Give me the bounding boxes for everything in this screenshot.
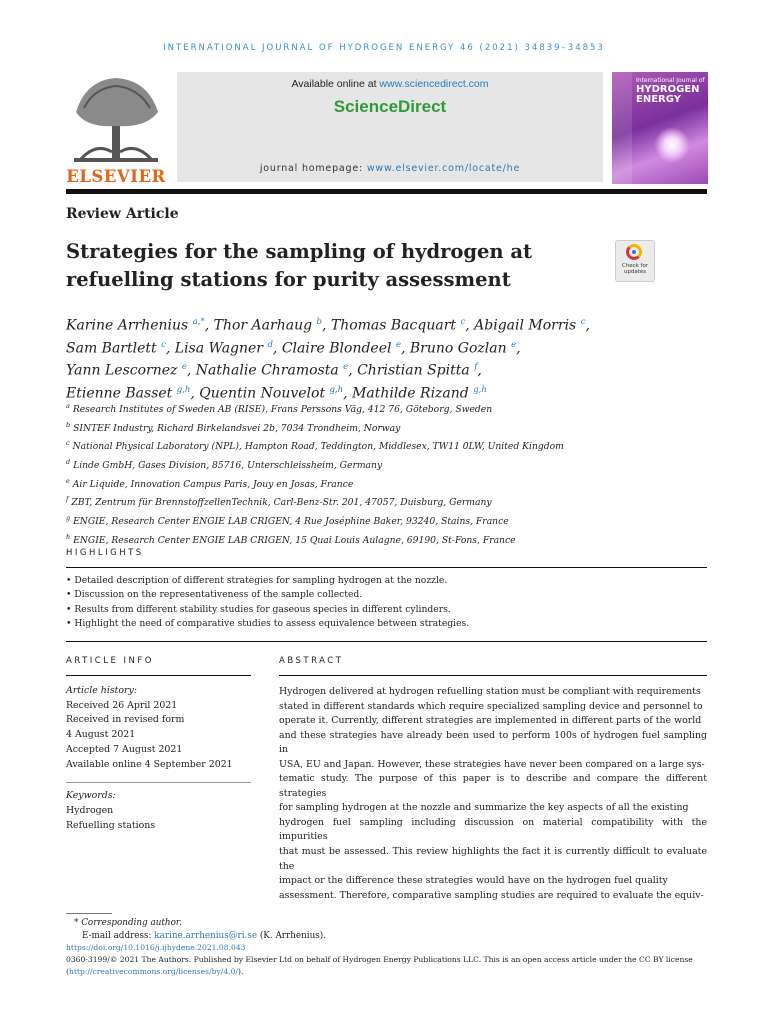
abstract-rule — [279, 675, 707, 676]
abstract-line: assessment. Therefore, comparative sampling studies are required to evaluate the equiv- — [279, 889, 704, 901]
highlights-top-rule — [66, 567, 707, 568]
license-line: (http://creativecommons.org/licenses/by/4.0/). — [66, 967, 244, 976]
abstract-line: and these strategies have already been used to perform 100s of hydrogen fuel sampling in — [279, 729, 707, 756]
affiliation-item: $^e$ Air Liquide, Innovation Campus Paris, Jouy en Josas, France — [66, 476, 354, 490]
abstract-heading: ABSTRACT — [279, 656, 344, 666]
abstract-body — [279, 685, 707, 903]
crossmark-icon — [626, 244, 642, 260]
keyword: Refuelling stations — [66, 819, 156, 831]
affiliation-item: $^g$ ENGIE, Research Center ENGIE LAB CRIGEN, 4 Rue Joséphine Baker, 93240, Stains, France — [66, 513, 509, 527]
sciencedirect-link[interactable]: www.sciencedirect.com — [379, 78, 489, 90]
article-type: Review Article — [66, 206, 179, 222]
abstract-line: stated in different standards which require specialized sampling device and personnel to — [279, 700, 703, 712]
abstract-line: hydrogen fuel sampling including discussion on material compatibility with the impurities — [279, 816, 707, 843]
abstract-line: tematic study. The purpose of this paper is to describe and compare the different strategies — [279, 773, 707, 799]
sciencedirect-brand: ScienceDirect — [333, 97, 447, 116]
homepage-link[interactable]: www.elsevier.com/locate/he — [366, 163, 521, 174]
article-info — [66, 684, 251, 833]
affiliation-item: $^d$ Linde GmbH, Gases Division, 85716, Unterschleissheim, Germany — [66, 457, 383, 472]
highlights-heading: HIGHLIGHTS — [66, 548, 144, 558]
copyright-line: 0360-3199/© 2021 The Authors. Published by Elsevier Ltd on behalf of Hydrogen Energy Publications LLC. This is an open access article under the CC BY license — [66, 955, 693, 964]
highlight-item: • Results from different stability studies for gaseous species in different cylinders. — [66, 603, 451, 615]
abstract-line: USA, EU and Japan. However, these strategies have never been compared on a large sys- — [279, 758, 705, 770]
highlights-bottom-rule — [66, 641, 707, 642]
keywords-divider — [66, 772, 251, 783]
history-entry: Received in revised form — [66, 714, 185, 726]
abstract-line: impact or the difference these strategies would have on the hydrogen fuel quality — [279, 875, 668, 887]
author-list: Karine Arrhenius $^{a,*}$, Thor Aarhaug $^b$, Thomas Bacquart $^c$, Abigail Morris $^c$, Sam Bartlett $^c$, Lisa Wagner $^d$, Claire Blondeel $^e$, Bruno Gozlan $^e$, Yann Lescornez $^e$, Nathalie Chramosta $^e$, Christian Spitta $^f$, Etienne Basset $^{g,h}$, Quentin Nouvelot $^{g,h}$, Mathilde Rizand $^{g,h}$ — [66, 317, 590, 402]
affiliations — [66, 399, 706, 548]
article-info-heading: ARTICLE INFO — [66, 656, 154, 666]
journal-citation-line: INTERNATIONAL JOURNAL OF HYDROGEN ENERGY 46 (2021) 34839–34853 — [163, 43, 605, 53]
doi-link[interactable]: https://doi.org/10.1016/j.ijhydene.2021.08.043 — [66, 943, 246, 952]
email-link[interactable]: karine.arrhenius@ri.se — [154, 930, 258, 941]
corresponding-author-note: * Corresponding author. — [74, 918, 182, 928]
article-history-label: Article history: — [66, 685, 137, 696]
abstract-line: Hydrogen delivered at hydrogen refuelling station must be compliant with requirements — [279, 686, 701, 697]
history-entry: 4 August 2021 — [66, 729, 136, 741]
available-online: Available online at www.sciencedirect.com — [291, 78, 489, 90]
highlight-item: • Detailed description of different strategies for sampling hydrogen at the nozzle. — [66, 575, 448, 586]
article-info-rule — [66, 675, 251, 676]
abstract-line: for sampling hydrogen at the nozzle and summarize the key aspects of all the existing — [279, 802, 689, 814]
highlight-item: • Highlight the need of comparative studies to assess equivalence between strategies. — [66, 618, 470, 630]
history-entry: Received 26 April 2021 — [66, 699, 178, 711]
license-link[interactable]: http://creativecommons.org/licenses/by/4.0/ — [68, 967, 238, 976]
elsevier-wordmark: ELSEVIER — [66, 167, 166, 186]
header-rule — [66, 189, 707, 194]
keyword: Hydrogen — [66, 804, 114, 816]
affiliation-item: $^b$ SINTEF Industry, Richard Birkelandsvei 2b, 7034 Trondheim, Norway — [66, 420, 401, 434]
history-entry: Accepted 7 August 2021 — [66, 743, 183, 755]
keywords-label: Keywords: — [66, 790, 116, 802]
highlights-list — [66, 574, 706, 632]
article-title: Strategies for the sampling of hydrogen at refuelling stations for purity assessment — [66, 240, 533, 291]
affiliation-item: $^f$ ZBT, Zentrum für BrennstoffzellenTechnik, Carl-Benz-Str. 201, 47057, Duisburg, Germany — [66, 495, 492, 509]
email-line: E-mail address: karine.arrhenius@ri.se (K. Arrhenius). — [82, 930, 326, 941]
highlight-item: • Discussion on the representativeness of the sample collected. — [66, 589, 363, 601]
check-for-updates-badge[interactable]: Check for updates — [615, 240, 655, 282]
affiliation-item: $^c$ National Physical Laboratory (NPL), Hampton Road, Teddington, Middlesex, TW11 0LW, United Kingdom — [66, 439, 564, 453]
journal-cover-image: International Journal of HYDROGEN ENERGY — [612, 72, 708, 184]
affiliation-item: $^h$ ENGIE, Research Center ENGIE LAB CRIGEN, 15 Quai Louis Aulagne, 69190, St-Fons, France — [66, 532, 516, 546]
footnote — [66, 917, 711, 978]
abstract-line: that must be assessed. This review highlights the fact it is currently difficult to evaluate the — [279, 846, 707, 872]
abstract-line: operate it. Currently, different strategies are implemented in different parts of the world — [279, 715, 702, 727]
affiliation-item: $^a$ Research Institutes of Sweden AB (RISE), Frans Perssons Väg, 412 76, Göteborg, Sweden — [66, 402, 493, 416]
footnote-rule — [66, 913, 112, 914]
journal-homepage: journal homepage: www.elsevier.com/locate/he — [259, 163, 521, 174]
history-entry: Available online 4 September 2021 — [66, 758, 233, 770]
